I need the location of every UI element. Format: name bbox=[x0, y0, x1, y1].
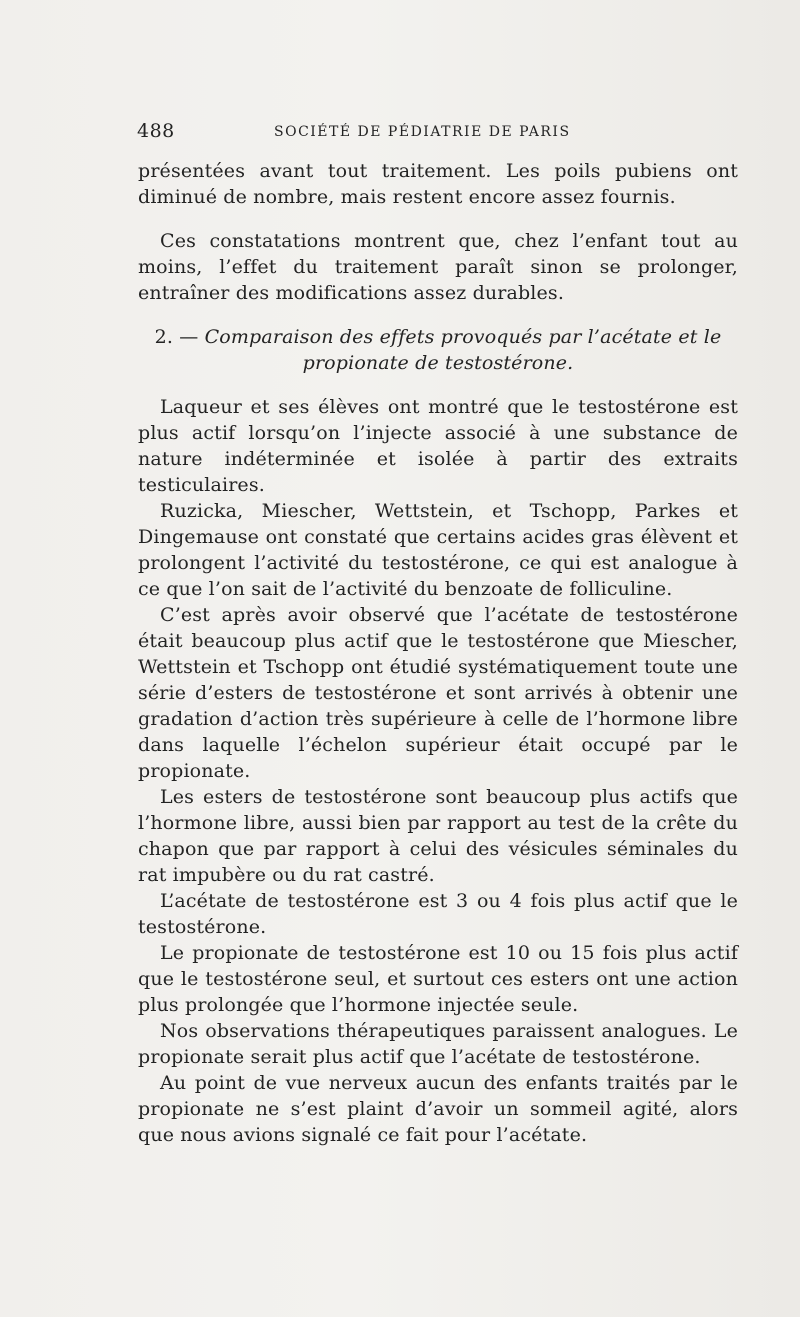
page-number: 488 bbox=[137, 120, 175, 142]
section-title: Comparaison des effets provoqués par l’acétate et le propionate de testostérone. bbox=[204, 326, 722, 374]
body-text bbox=[138, 158, 738, 1148]
paragraph-nervous: Au point de vue nerveux aucun des enfants traités par le propionate ne s’est plaint d’avoir un sommeil agité, alors que nous avions signalé ce fait pour l’acétate. bbox=[138, 1072, 738, 1146]
paragraph-acetate-activity: L’acétate de testostérone est 3 ou 4 fois plus actif que le testostérone. bbox=[138, 890, 738, 938]
paragraph-propionate-activity: Le propionate de testostérone est 10 ou 15 fois plus actif que le testostérone seul, et surtout ces esters ont une action plus prolongée que l’hormone injectée seule. bbox=[138, 942, 738, 1016]
paragraph-esters: Les esters de testostérone sont beaucoup plus actifs que l’hormone libre, aussi bien par rapport au test de la crête du chapon que par rapport à celui des vésicules séminales du rat impubère ou du rat castré. bbox=[138, 786, 738, 886]
paragraph-ruzicka: Ruzicka, Miescher, Wettstein, et Tschopp, Parkes et Dingemause ont constaté que certains acides gras élèvent et prolongent l’activité du testostérone, ce qui est analogue à ce que l’on sait de l’activité du benzoate de folliculine. bbox=[138, 500, 738, 600]
running-head bbox=[137, 120, 585, 150]
paragraph-constatations: Ces constatations montrent que, chez l’enfant tout au moins, l’effet du traitement paraît sinon se prolonger, entraîner des modifications assez durables. bbox=[138, 230, 738, 304]
section-heading bbox=[138, 324, 738, 376]
running-title: SOCIÉTÉ DE PÉDIATRIE DE PARIS bbox=[274, 124, 571, 140]
section-number: 2. — bbox=[154, 326, 199, 348]
paragraph-acetate-observation: C’est après avoir observé que l’acétate de testostérone était beaucoup plus actif que le testostérone que Miescher, Wettstein et Tschopp ont étudié systématiquement toute une série d’esters de testostérone et sont arrivés à obtenir une gradation d’action très supérieure à celle de l’hormone libre dans laquelle l’échelon supérieur était occupé par le propionate. bbox=[138, 604, 738, 782]
paragraph-laqueur: Laqueur et ses élèves ont montré que le testostérone est plus actif lorsqu’on l’injecte associé à une substance de nature indéterminée et isolée à partir des extraits testiculaires. bbox=[138, 396, 738, 496]
paragraph-observations: Nos observations thérapeutiques paraissent analogues. Le propionate serait plus actif que l’acétate de testostérone. bbox=[138, 1020, 738, 1068]
paragraph-continuation: présentées avant tout traitement. Les poils pubiens ont diminué de nombre, mais restent encore assez fournis. bbox=[138, 160, 738, 208]
